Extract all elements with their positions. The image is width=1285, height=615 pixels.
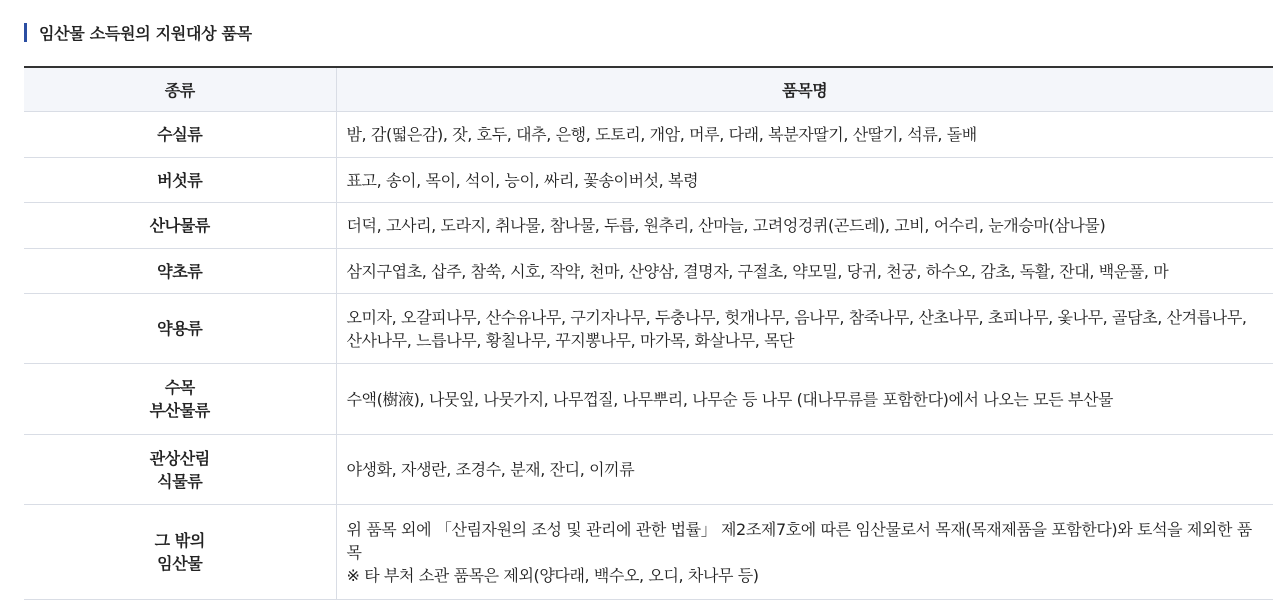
row-items-text: 더덕, 고사리, 도라지, 취나물, 참나물, 두릅, 원추리, 산마늘, 고려엉겅퀴(곤드레), 고비, 어수리, 눈개승마(삼나물)	[346, 216, 1106, 235]
row-kind-cell	[24, 505, 336, 600]
row-items-cell	[336, 112, 1273, 158]
row-kind-label: 버섯류	[157, 170, 203, 190]
table-row	[24, 158, 1273, 203]
row-items-text: 수액(樹液), 나뭇잎, 나뭇가지, 나무껍질, 나무뿌리, 나무순 등 나무 (대나무류를 포함한다)에서 나오는 모든 부산물	[346, 389, 1114, 409]
row-items-cell	[336, 249, 1273, 294]
row-kind-cell	[24, 294, 336, 364]
row-items-text: 표고, 송이, 목이, 석이, 능이, 싸리, 꽃송이버섯, 복령	[346, 170, 699, 190]
table-row	[24, 249, 1273, 294]
row-kind-label-line2: 식물류	[157, 471, 203, 491]
row-items-text: 밤, 감(떫은감), 잣, 호두, 대추, 은행, 도토리, 개암, 머루, 다래, 복분자딸기, 산딸기, 석류, 돌배	[346, 125, 977, 144]
row-kind-cell	[24, 249, 336, 294]
row-items-note: ※ 타 부처 소관 품목은 제외(양다래, 백수오, 오디, 차나무 등)	[346, 565, 759, 585]
row-items-text: 오미자, 오갈피나무, 산수유나무, 구기자나무, 두충나무, 헛개나무, 음나무, 참죽나무, 산초나무, 초피나무, 옻나무, 골담초, 산겨릅나무, 산사나무, 느릅나무, 황칠나무, 꾸지뽕나무, 마가목, 화살나무, 목단	[346, 307, 1247, 350]
heading-accent-bar	[24, 23, 27, 42]
row-kind-label-line1: 관상산림	[149, 448, 210, 468]
row-kind-label-line1: 수목	[164, 378, 195, 397]
row-items-cell	[336, 158, 1273, 203]
row-kind-label: 산나물류	[149, 216, 210, 235]
row-kind-cell	[24, 203, 336, 249]
row-kind-cell	[24, 364, 336, 435]
row-items-cell	[336, 203, 1273, 249]
row-kind-label-line2: 임산물	[157, 554, 203, 573]
items-table	[24, 66, 1273, 600]
row-items-cell	[336, 364, 1273, 435]
table-row	[24, 203, 1273, 249]
row-items-text: 삼지구엽초, 삽주, 참쑥, 시호, 작약, 천마, 산양삼, 결명자, 구절초, 약모밀, 당귀, 천궁, 하수오, 감초, 독활, 잔대, 백운풀, 마	[346, 261, 1169, 281]
row-kind-label: 약초류	[157, 261, 203, 281]
row-items-cell	[336, 505, 1273, 600]
row-kind-cell	[24, 112, 336, 158]
row-items-text: 위 품목 외에 「산림자원의 조성 및 관리에 관한 법률」 제2조제7호에 따른 임산물로서 목재(목재제품을 포함한다)와 토석을 제외한 품목	[346, 519, 1252, 562]
column-header-items: 품목명	[336, 67, 1273, 112]
section-heading-text: 임산물 소득원의 지원대상 품목	[39, 24, 252, 43]
table-header-row	[24, 67, 1273, 112]
table-row	[24, 364, 1273, 435]
table-row	[24, 435, 1273, 505]
table-row	[24, 112, 1273, 158]
row-kind-cell	[24, 158, 336, 203]
row-kind-label-line1: 그 밖의	[154, 531, 205, 550]
row-kind-label: 약용류	[157, 319, 203, 338]
table-row	[24, 294, 1273, 364]
row-kind-label-line2: 부산물류	[149, 401, 210, 420]
row-items-cell	[336, 435, 1273, 505]
section-heading	[24, 21, 252, 44]
row-items-text: 야생화, 자생란, 조경수, 분재, 잔디, 이끼류	[346, 460, 635, 479]
column-header-kind: 종류	[24, 67, 336, 112]
row-items-cell	[336, 294, 1273, 364]
row-kind-cell	[24, 435, 336, 505]
row-kind-label: 수실류	[157, 125, 203, 144]
table-row	[24, 505, 1273, 600]
